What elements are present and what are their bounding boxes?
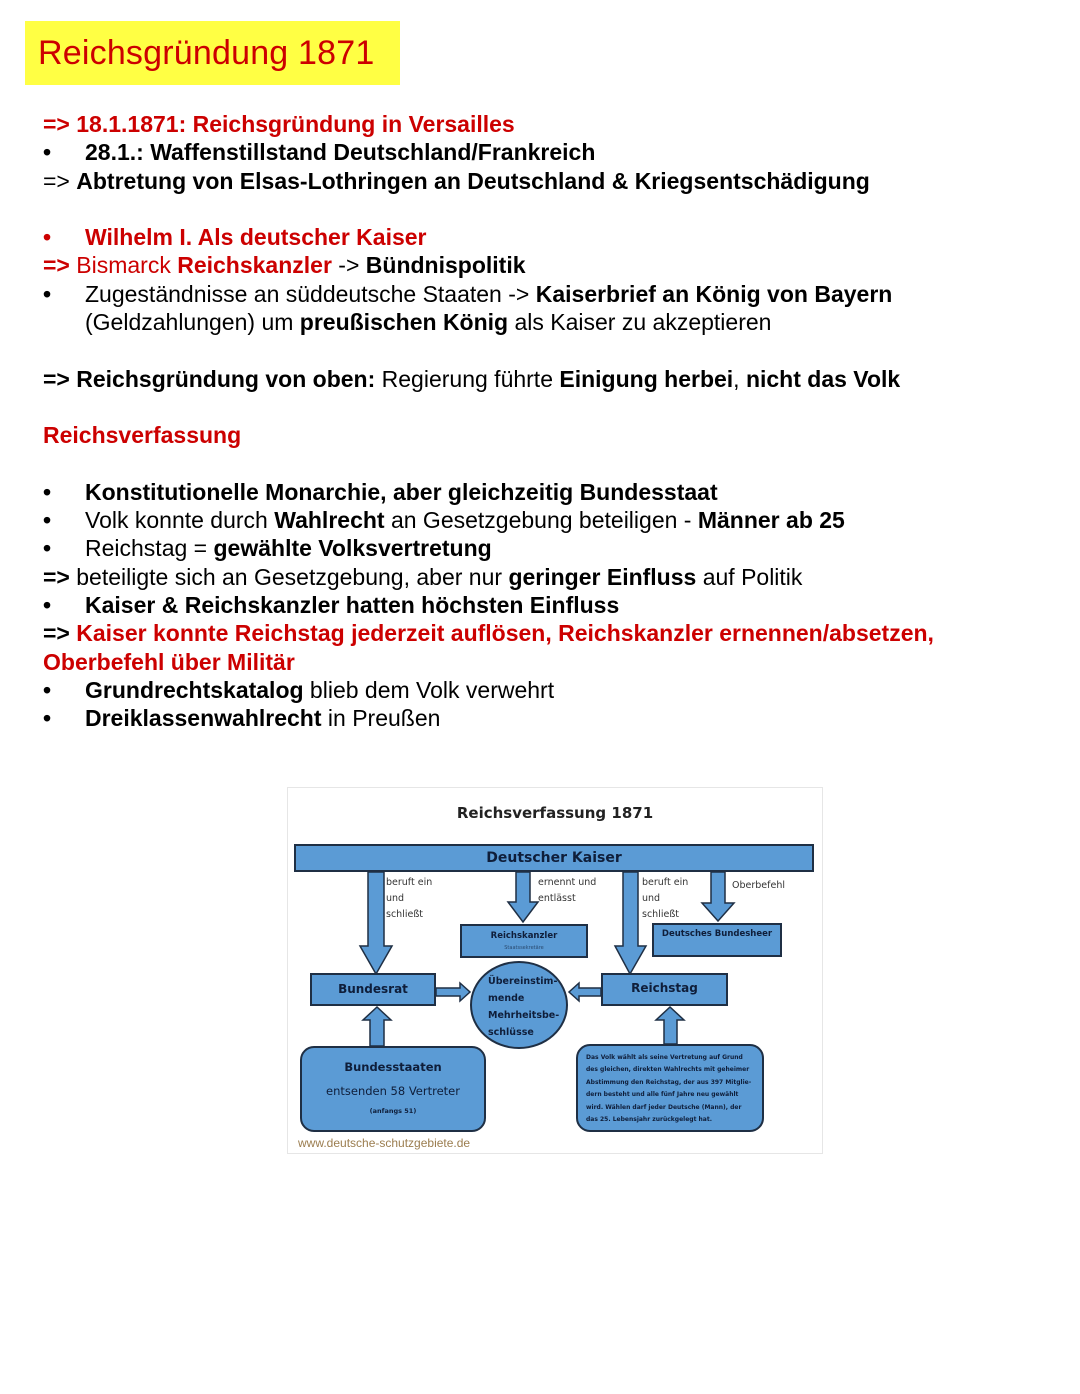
circle-mehrheitsbeschluesse: Übereinstim- mende Mehrheitsbe- schlüsse bbox=[470, 961, 568, 1049]
constitution-diagram bbox=[287, 787, 823, 1154]
note-line-4: • Wilhelm I. Als deutscher Kaiser bbox=[43, 223, 1053, 251]
arrow-up-icon bbox=[656, 1007, 684, 1044]
box-bundesheer: Deutsches Bundesheer bbox=[652, 923, 782, 957]
arrow-right-icon bbox=[436, 983, 470, 1001]
note-line-6: • Zugeständnisse an süddeutsche Staaten -> Kaiserbrief an König von Bayern (Geldzahlungen) um preußischen König als Kaiser zu akzeptieren bbox=[43, 280, 1053, 337]
note-line-10: • Reichstag = gewählte Volksvertretung bbox=[43, 534, 1053, 562]
box-volk: Das Volk wählt als seine Vertretung auf Grund des gleichen, direkten Wahlrechts mit geheimer Abstimmung den Reichstag, der aus 397 Mitglie-dern besteht und alle fünf Jahre neu gewählt wird. Wählen darf jeder Deutsche (Mann), der das 25. Lebensjahr zurückgelegt hat. bbox=[576, 1044, 764, 1132]
box-reichstag: Reichstag bbox=[601, 973, 728, 1006]
note-line-11: => beteiligte sich an Gesetzgebung, aber nur geringer Einfluss auf Politik bbox=[43, 563, 803, 590]
arrow-down-icon bbox=[702, 872, 734, 921]
page-title: Reichsgründung 1871 bbox=[38, 34, 375, 72]
note-line-5: => Bismarck Reichskanzler -> Bündnispolitik bbox=[43, 252, 526, 279]
note-line-3: => Abtretung von Elsas-Lothringen an Deutschland & Kriegsentschädigung bbox=[43, 167, 870, 194]
label-bundesrat-arrow: beruft ein und schließt bbox=[386, 877, 433, 920]
box-deutscher-kaiser: Deutscher Kaiser bbox=[294, 844, 814, 872]
notes-body bbox=[43, 110, 1053, 733]
note-line-12: • Kaiser & Reichskanzler hatten höchsten Einfluss bbox=[43, 591, 1053, 619]
note-line-2: • 28.1.: Waffenstillstand Deutschland/Frankreich bbox=[43, 138, 1053, 166]
page-title-box bbox=[25, 21, 400, 85]
box-bundesstaaten: Bundesstaaten entsenden 58 Vertreter (anfangs 51) bbox=[300, 1046, 486, 1132]
note-line-15: • Dreiklassenwahlrecht in Preußen bbox=[43, 704, 1053, 732]
note-line-8: • Konstitutionelle Monarchie, aber gleichzeitig Bundesstaat bbox=[43, 478, 1053, 506]
note-line-9: • Volk konnte durch Wahlrecht an Gesetzgebung beteiligen - Männer ab 25 bbox=[43, 506, 1053, 534]
label-heer-arrow: Oberbefehl bbox=[732, 880, 785, 891]
box-reichskanzler: Reichskanzler Staatssekretäre bbox=[460, 924, 588, 958]
note-line-14: • Grundrechtskatalog blieb dem Volk verwehrt bbox=[43, 676, 1053, 704]
note-line-7: => Reichsgründung von oben: Regierung führte Einigung herbei, nicht das Volk bbox=[43, 365, 901, 392]
note-line-13: => Kaiser konnte Reichstag jederzeit auflösen, Reichskanzler ernennen/absetzen, Oberbefehl über Militär bbox=[43, 620, 934, 675]
box-bundesrat: Bundesrat bbox=[310, 973, 436, 1006]
label-reichstag-arrow: beruft ein und schließt bbox=[642, 877, 689, 920]
arrow-up-icon bbox=[363, 1007, 391, 1046]
label-kanzler-arrow: ernennt und entlässt bbox=[538, 877, 597, 904]
source-watermark: www.deutsche-schutzgebiete.de bbox=[298, 1136, 471, 1150]
diagram-title: Reichsverfassung 1871 bbox=[456, 804, 654, 822]
arrow-left-icon bbox=[569, 983, 601, 1001]
section-heading-reichsverfassung: Reichsverfassung bbox=[43, 422, 242, 449]
note-line-1: => 18.1.1871: Reichsgründung in Versailles bbox=[43, 111, 515, 137]
arrow-down-icon bbox=[508, 872, 538, 922]
